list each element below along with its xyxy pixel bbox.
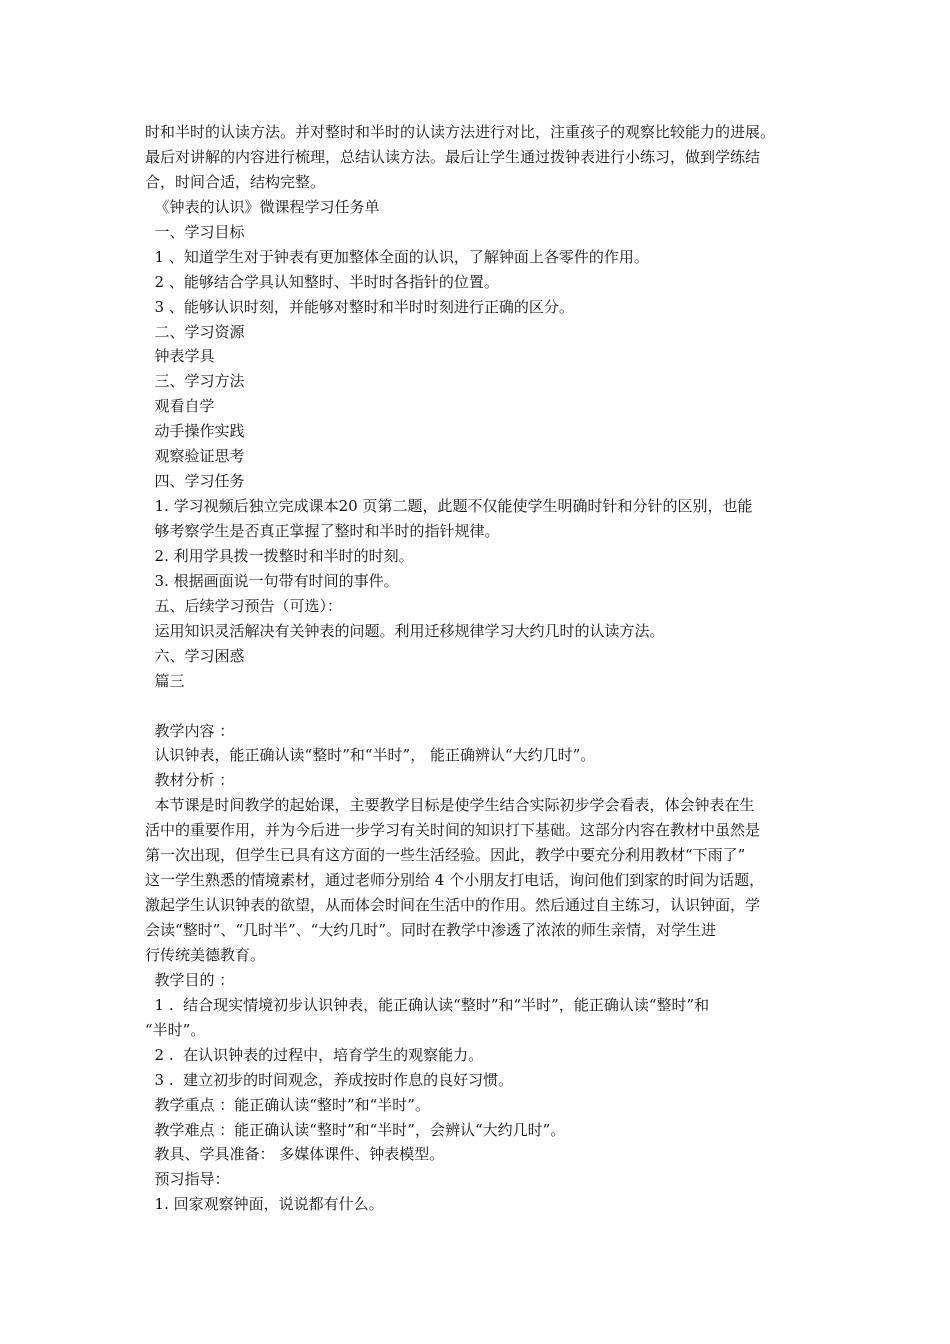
heading-material-analysis: 教材分析 ： <box>145 771 235 790</box>
paragraph-line: 行传统美德教育。 <box>145 945 266 964</box>
paragraph-line: 这一学生熟悉的情境素材，通过老师分别给 4 个小朋友打电话，询问他们到家的时间为话题， <box>145 871 765 890</box>
objective-item: “半时”。 <box>145 1020 206 1039</box>
method-item: 动手操作实践 <box>145 422 245 441</box>
paragraph-line: 本节课是时间教学的起始课，主要教学目标是使学生结合实际初步学会看表，体会钟表在生 <box>145 796 755 815</box>
heading-learning-goals: 一、学习目标 <box>145 222 245 241</box>
heading-learning-methods: 三、学习方法 <box>145 372 245 391</box>
paragraph-line: 活中的重要作用，并为今后进一步学习有关时间的知识打下基础。这部分内容在教材中虽然是 <box>145 821 761 840</box>
resource-item: 钟表学具 <box>145 347 215 366</box>
heading-followup-preview: 五、后续学习预告（可选）： <box>145 596 343 615</box>
paragraph-line: 会读“整时”、“几时半”、“大约几时”。同时在教学中渗透了浓浓的师生亲情，对学生进 <box>145 921 717 939</box>
text-line: 时和半时的认读方法。并对整时和半时的认读方法进行对比，注重孩子的观察比较能力的进展。 <box>145 123 776 141</box>
task-item: 2. 利用学具拨一拨整时和半时的时刻。 <box>145 546 414 565</box>
objective-item: 3 . 建立初步的时间观念，养成按时作息的良好习惯。 <box>145 1070 514 1089</box>
goal-item: 3 、能够认识时刻，并能够对整时和半时时刻进行正确的区分。 <box>145 297 574 316</box>
teaching-focus: 教学重点 ：能正确认读“整时”和“半时”。 <box>145 1095 430 1114</box>
objective-item: 1 . 结合现实情境初步认识钟表，能正确认读“整时”和“半时”，能正确认读“整时”和 <box>145 995 710 1014</box>
heading-learning-questions: 六、学习困惑 <box>145 646 245 665</box>
paragraph-line: 第一次出现，但学生已具有这方面的一些生活经验。因此，教学中要充分利用教材“下雨了” <box>145 846 746 865</box>
method-item: 观看自学 <box>145 397 215 416</box>
task-item: 1. 学习视频后独立完成课本20 页第二题，此题不仅能使学生明确时针和分针的区别，也能 <box>145 497 753 516</box>
preview-text: 运用知识灵活解决有关钟表的问题。利用迁移规律学习大约几时的认读方法。 <box>145 621 665 640</box>
objective-item: 2 . 在认识钟表的过程中，培育学生的观察能力。 <box>145 1045 484 1064</box>
teaching-content-text: 认识钟表，能正确认读“整时”和“半时”， 能正确辨认“大约几时”。 <box>145 746 596 765</box>
heading-learning-tasks: 四、学习任务 <box>145 472 245 491</box>
method-item: 观察验证思考 <box>145 447 245 466</box>
document-page <box>145 120 815 1217</box>
teaching-difficulty: 教学难点 ：能正确认读“整时”和“半时”，会辨认“大约几时”。 <box>145 1120 566 1139</box>
task-item: 够考察学生是否真正掌握了整时和半时的指针规律。 <box>145 522 500 540</box>
goal-item: 1 、知道学生对于钟表有更加整体全面的认识，了解钟面上各零件的作用。 <box>145 247 649 266</box>
paragraph-line: 激起学生认识钟表的欲望，从而体会时间在生活中的作用。然后通过自主练习，认识钟面，学 <box>145 896 761 915</box>
heading-teaching-content: 教学内容 ： <box>145 721 235 740</box>
blank-line <box>145 694 815 719</box>
task-item: 3. 根据画面说一句带有时间的事件。 <box>145 571 399 590</box>
teaching-aids: 教具、学具准备： 多媒体课件、钟表模型。 <box>145 1145 445 1164</box>
section-title: 《钟表的认识》微课程学习任务单 <box>145 197 380 216</box>
goal-item: 2 、能够结合学具认知整时、半时时各指针的位置。 <box>145 272 499 291</box>
part-title: 篇三 <box>145 671 185 690</box>
text-line: 合，时间合适，结构完整。 <box>145 172 326 191</box>
text-line: 最后对讲解的内容进行梳理，总结认读方法。最后让学生通过拨钟表进行小练习，做到学练结 <box>145 147 761 166</box>
heading-preview-guidance: 预习指导： <box>145 1170 230 1189</box>
preview-item: 1. 回家观察钟面，说说都有什么。 <box>145 1195 384 1214</box>
heading-learning-resources: 二、学习资源 <box>145 322 245 341</box>
heading-teaching-objectives: 教学目的 ： <box>145 970 235 989</box>
